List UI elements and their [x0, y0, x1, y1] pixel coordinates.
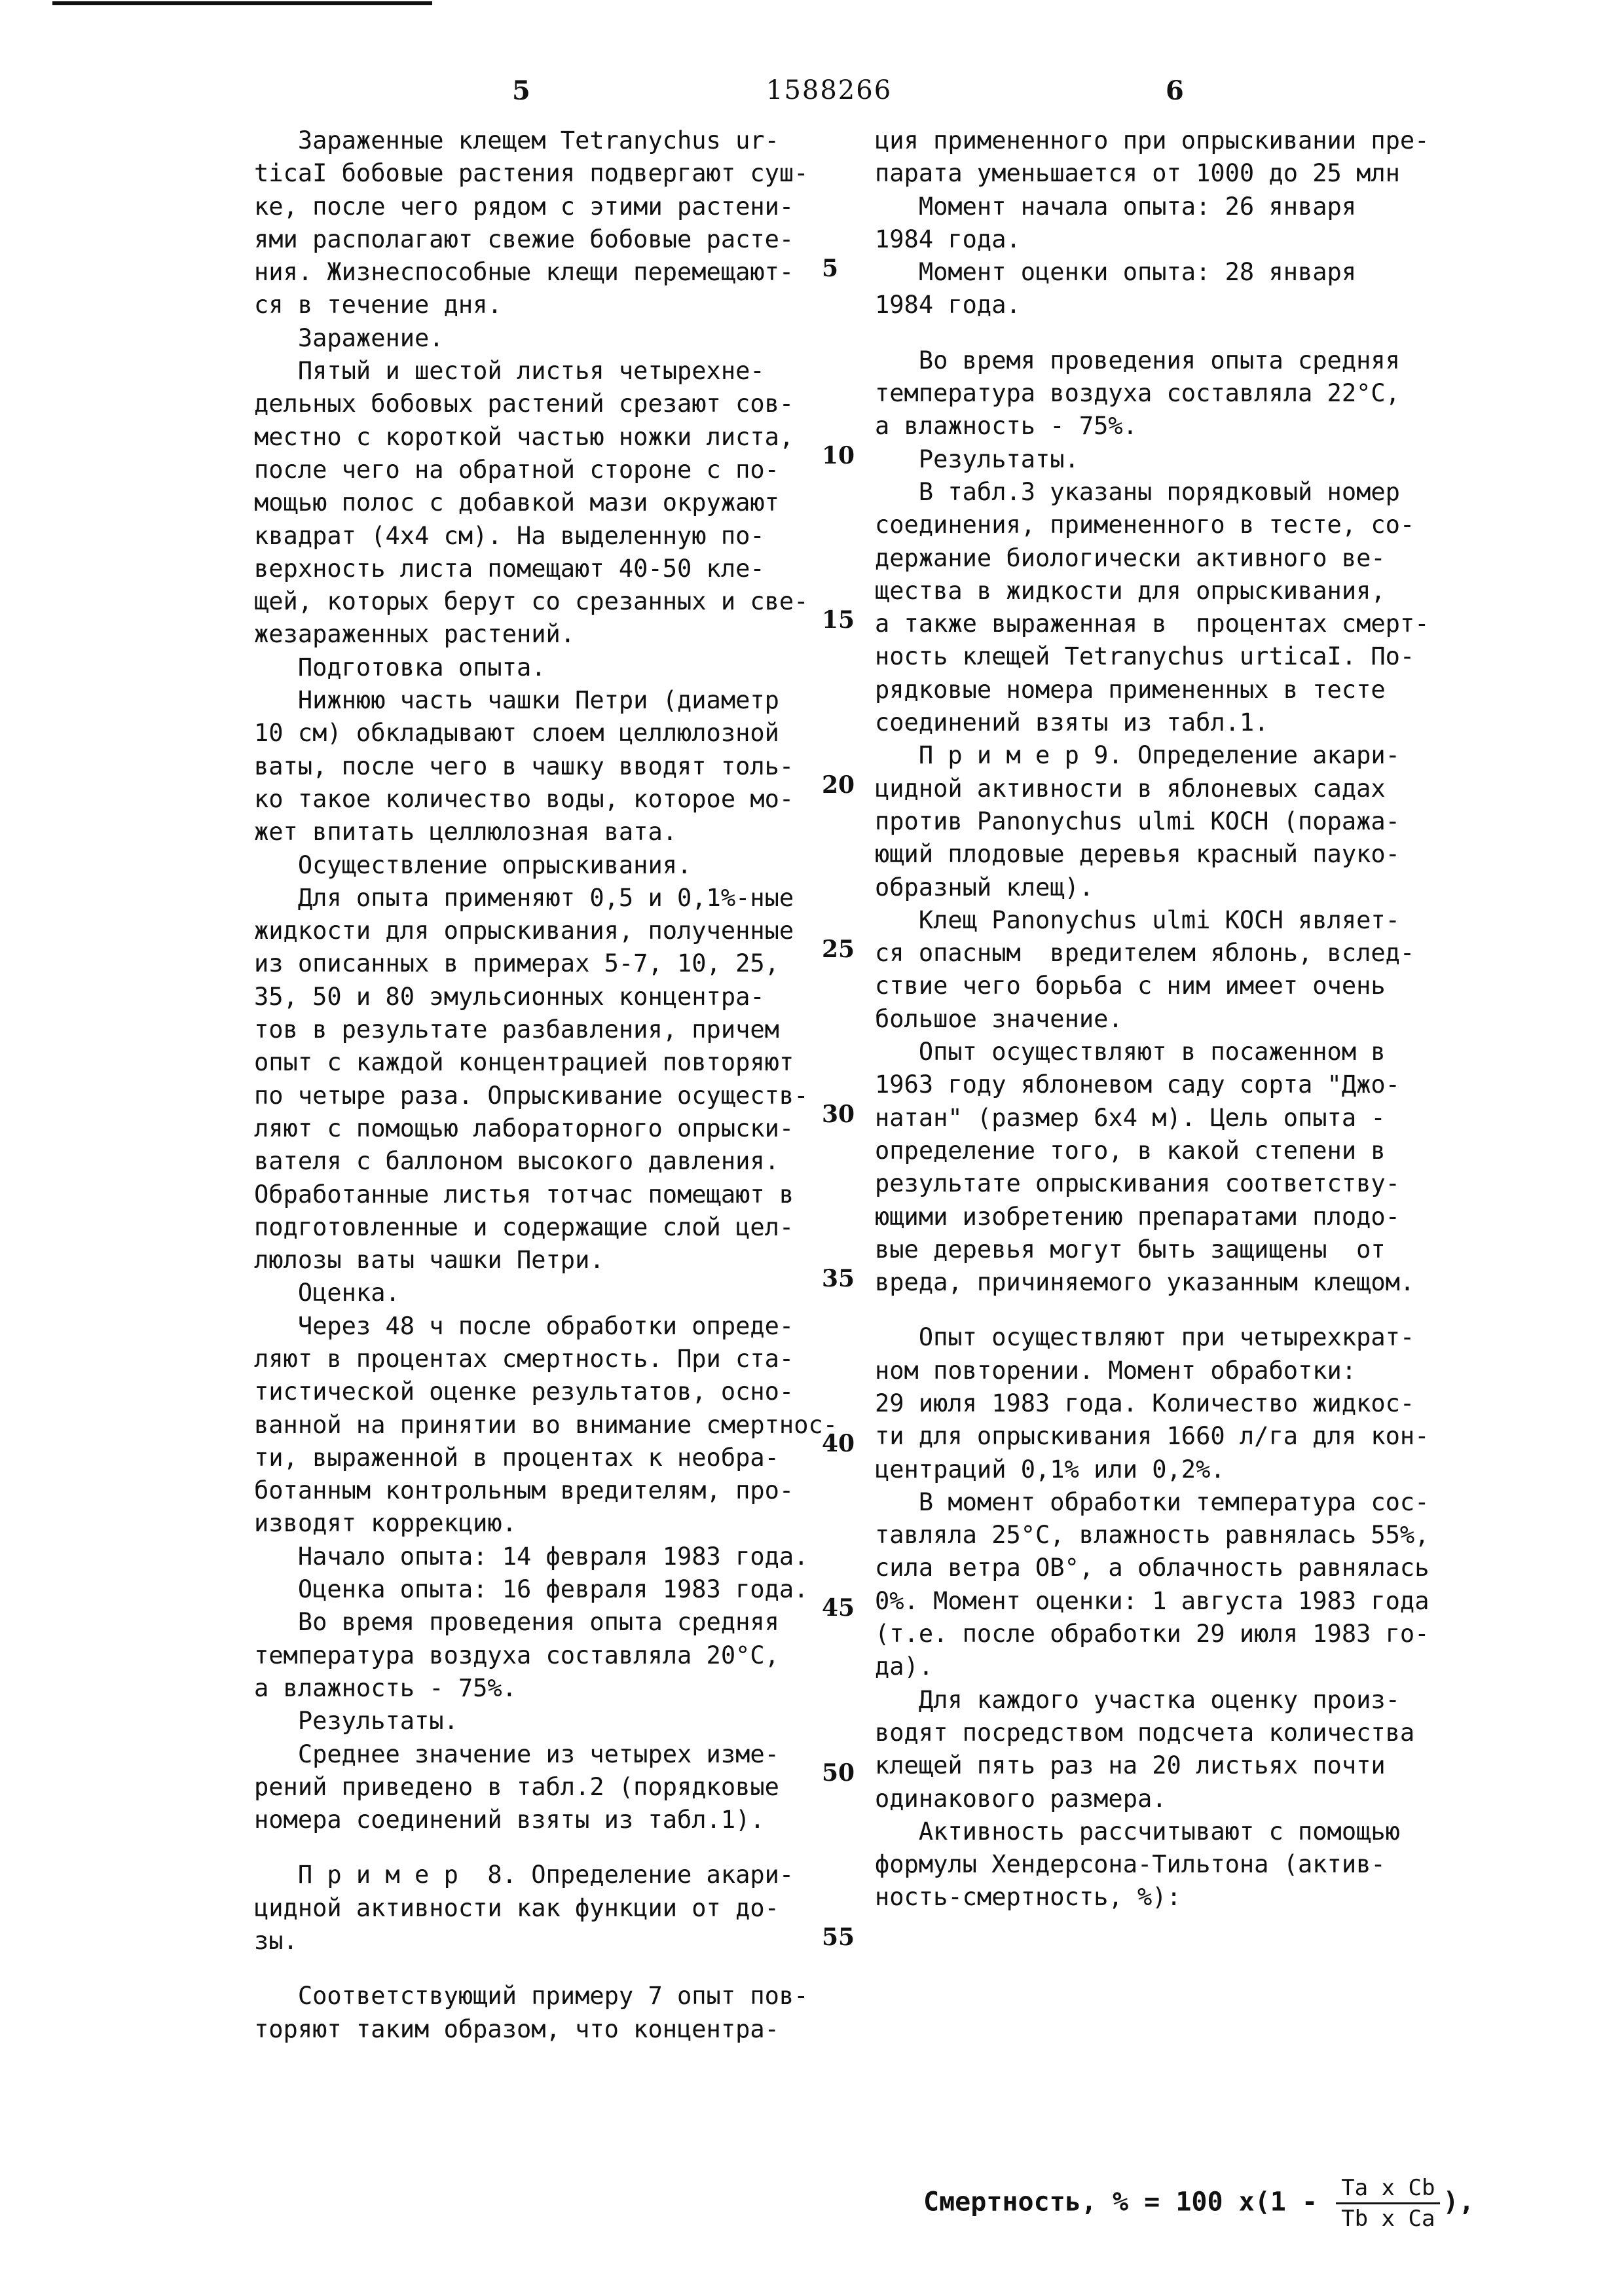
right-column-line: 1984 года. [875, 225, 1021, 253]
right-column-line: держание биологически активного ве- [875, 543, 1386, 572]
formula-numerator: Ta х Cb [1336, 2174, 1440, 2204]
right-column-line: П р и м е р 9. Определение акари- [875, 741, 1400, 770]
left-column-line: ко такое количество воды, которое мо- [254, 784, 794, 813]
margin-line-number: 30 [822, 1100, 855, 1128]
right-column-line: Результаты. [875, 445, 1079, 473]
right-column-line: вые деревья могут быть защищены от [875, 1235, 1386, 1264]
margin-line-number: 55 [822, 1923, 855, 1952]
left-column-line: из описанных в примерах 5-7, 10, 25, [254, 949, 779, 978]
left-column-line: Нижнюю часть чашки Петри (диаметр [254, 686, 779, 715]
left-column-line: ticaI бобовые растения подвергают суш- [254, 159, 809, 188]
left-column-line: Через 48 ч после обработки опреде- [254, 1311, 794, 1340]
left-column-line: Для опыта применяют 0,5 и 0,1%-ные [254, 883, 794, 912]
right-column-line: 0%. Момент оценки: 1 августа 1983 года [875, 1586, 1430, 1615]
right-column-line: водят посредством подсчета количества [875, 1718, 1415, 1747]
page-number-left: 5 [512, 75, 530, 106]
right-column-line: вреда, причиняемого указанным клещом. [875, 1268, 1415, 1297]
right-column-line: цидной активности в яблоневых садах [875, 774, 1386, 803]
left-column-line: жезараженных растений. [254, 620, 576, 649]
margin-line-number: 40 [822, 1429, 855, 1457]
right-column-line: тавляла 25°С, влажность равнялась 55%, [875, 1521, 1430, 1550]
right-column-line: (т.е. после обработки 29 июля 1983 го- [875, 1620, 1430, 1649]
left-column-line: дельных бобовых растений срезают сов- [254, 390, 794, 418]
left-column-line: мощью полос с добавкой мази окружают [254, 488, 779, 517]
left-column-line [254, 1836, 922, 1859]
margin-line-number: 35 [822, 1265, 855, 1293]
left-column-line: ляют в процентах смертность. При ста- [254, 1344, 794, 1373]
left-column-line: квадрат (4х4 см). На выделенную по- [254, 521, 765, 550]
margin-line-number: 20 [822, 771, 855, 799]
left-column-line: торяют таким образом, что концентра- [254, 2014, 779, 2043]
formula-fraction [1336, 2174, 1440, 2233]
right-column-line: да). [875, 1652, 934, 1681]
henderson-tilton-formula [923, 2174, 1475, 2233]
right-column-line: ся опасным вредителем яблонь, вслед- [875, 939, 1415, 968]
right-text-column [875, 124, 1543, 1914]
left-column-line: ния. Жизнеспособные клещи перемещают- [254, 258, 794, 287]
top-rule [52, 1, 432, 5]
left-column-line: жет впитать целлюлозная вата. [254, 818, 678, 847]
right-column-line: а влажность - 75%. [875, 412, 1137, 441]
margin-line-number: 50 [822, 1758, 855, 1787]
formula-left: Смертность, % = 100 х(1 - [923, 2187, 1334, 2217]
right-column-line [875, 1299, 1543, 1321]
left-column-line: рений приведено в табл.2 (порядковые [254, 1772, 779, 1801]
left-column-line: Соответствующий примеру 7 опыт пов- [254, 1982, 809, 2011]
right-column-line: щества в жидкости для опрыскивания, [875, 576, 1386, 605]
left-column-line: Зараженные клещем Tetranychus ur- [254, 126, 779, 155]
right-column-line: сила ветра ОВ°, а облачность равнялась [875, 1554, 1430, 1582]
left-column-line: Пятый и шестой листья четырехне- [254, 357, 765, 386]
margin-line-number: 25 [822, 936, 855, 964]
left-column-line: 10 см) обкладывают слоем целлюлозной [254, 719, 779, 748]
right-column-line: Опыт осуществляют при четырехкрат- [875, 1323, 1415, 1352]
left-column-line: люлозы ваты чашки Петри. [254, 1246, 604, 1275]
left-column-line: зы. [254, 1927, 298, 1956]
right-column-line: ти для опрыскивания 1660 л/га для кон- [875, 1422, 1430, 1451]
left-column-line: изводят коррекцию. [254, 1509, 517, 1538]
right-column-line: формулы Хендерсона-Тильтона (актив- [875, 1850, 1386, 1879]
formula-denominator: Tb х Ca [1341, 2206, 1435, 2232]
left-column-line: Оценка опыта: 16 февраля 1983 года. [254, 1575, 809, 1604]
right-column-line: 29 июля 1983 года. Количество жидкос- [875, 1389, 1415, 1417]
right-column-line: результате опрыскивания соответству- [875, 1169, 1400, 1198]
left-column-line: подготовленные и содержащие слой цел- [254, 1212, 794, 1241]
left-column-line: Обработанные листья тотчас помещают в [254, 1180, 794, 1209]
left-column-line: номера соединений взяты из табл.1). [254, 1806, 765, 1834]
right-column-line: большое значение. [875, 1004, 1123, 1033]
left-column-line: а влажность - 75%. [254, 1673, 517, 1702]
left-text-column [254, 124, 922, 2046]
left-column-line: опыт с каждой концентрацией повторяют [254, 1048, 794, 1077]
right-column-line: натан" (размер 6х4 м). Цель опыта - [875, 1103, 1386, 1132]
left-column-line: Во время проведения опыта средняя [254, 1608, 779, 1637]
right-column-line: ном повторении. Момент обработки: [875, 1356, 1357, 1385]
right-column-line: ность-смертность, %): [875, 1883, 1181, 1912]
right-column-line: Момент оценки опыта: 28 января [875, 258, 1357, 287]
right-column-line: ющий плодовые деревья красный пауко- [875, 840, 1400, 869]
left-column-line: жидкости для опрыскивания, полученные [254, 917, 794, 945]
right-column-line: Активность рассчитывают с помощью [875, 1817, 1400, 1846]
left-column-line: ями располагают свежие бобовые расте- [254, 225, 794, 253]
left-column-line: ваты, после чего в чашку вводят толь- [254, 752, 794, 780]
left-column-line: цидной активности как функции от до- [254, 1893, 779, 1922]
right-column-line: образный клещ). [875, 873, 1094, 902]
left-column-line: после чего на обратной стороне с по- [254, 455, 779, 484]
left-column-line: Оценка. [254, 1279, 400, 1307]
margin-line-number: 10 [822, 441, 855, 469]
left-column-line: Подготовка опыта. [254, 653, 546, 682]
left-column-line: вателя с баллоном высокого давления. [254, 1147, 779, 1176]
left-column-line: Заражение. [254, 323, 444, 352]
formula-right: ), [1443, 2187, 1475, 2217]
right-column-line: 1963 году яблоневом саду сорта "Джо- [875, 1070, 1400, 1099]
right-column-line: центраций 0,1% или 0,2%. [875, 1455, 1225, 1484]
left-column-line: щей, которых берут со срезанных и све- [254, 587, 809, 616]
right-column-line: Момент начала опыта: 26 января [875, 192, 1357, 221]
right-column-line: парата уменьшается от 1000 до 25 млн [875, 159, 1400, 188]
margin-line-number: 45 [822, 1594, 855, 1622]
left-column-line: верхность листа помещают 40-50 кле- [254, 554, 765, 583]
left-column-line [254, 1958, 922, 1980]
right-column-line: клещей пять раз на 20 листьях почти [875, 1751, 1386, 1780]
page-number-right: 6 [1166, 75, 1184, 106]
patent-number: 1588266 [766, 75, 893, 105]
left-column-line: ляют с помощью лабораторного опрыски- [254, 1114, 794, 1142]
margin-line-number: 15 [822, 606, 855, 634]
left-column-line: Результаты. [254, 1707, 458, 1736]
right-column-line: 1984 года. [875, 291, 1021, 319]
right-column-line: температура воздуха составляла 22°С, [875, 379, 1400, 408]
right-column-line: В момент обработки температура сос- [875, 1487, 1430, 1516]
right-column-line: рядковые номера примененных в тесте [875, 675, 1386, 704]
right-column-line: соединений взяты из табл.1. [875, 708, 1269, 737]
left-column-line: ке, после чего рядом с этими растени- [254, 192, 794, 221]
right-column-line: ющими изобретению препаратами плодо- [875, 1202, 1400, 1231]
left-column-line: ти, выраженной в процентах к необра- [254, 1443, 779, 1472]
right-column-line: против Panonychus ulmi KOCH (поража- [875, 807, 1400, 835]
right-column-line: соединения, примененного в тесте, со- [875, 511, 1415, 539]
left-column-line: 35, 50 и 80 эмульсионных концентра- [254, 982, 765, 1011]
right-column-line: Во время проведения опыта средняя [875, 346, 1400, 374]
left-column-line: Среднее значение из четырех изме- [254, 1740, 779, 1768]
right-column-line: Для каждого участка оценку произ- [875, 1685, 1400, 1714]
left-column-line: Начало опыта: 14 февраля 1983 года. [254, 1542, 809, 1571]
right-column-line: В табл.3 указаны порядковый номер [875, 477, 1400, 506]
left-column-line: местно с короткой частью ножки листа, [254, 422, 794, 451]
right-column-line [875, 322, 1543, 344]
right-column-line: Опыт осуществляют в посаженном в [875, 1038, 1386, 1066]
left-column-line: П р и м е р 8. Определение акари- [254, 1861, 794, 1889]
left-column-line: температура воздуха составляла 20°С, [254, 1641, 779, 1669]
left-column-line: Осуществление опрыскивания. [254, 850, 692, 879]
right-column-line: одинакового размера. [875, 1784, 1167, 1813]
left-column-line: ботанным контрольным вредителям, про- [254, 1476, 794, 1505]
right-column-line: ность клещей Tetranychus urticaI. По- [875, 642, 1415, 671]
left-column-line: ванной на принятии во внимание смертнос- [254, 1410, 838, 1439]
right-column-line: Клещ Panonychus ulmi KOCH являет- [875, 905, 1400, 934]
left-column-line: тистической оценке результатов, осно- [254, 1377, 794, 1406]
right-column-line: а также выраженная в процентах смерт- [875, 610, 1430, 638]
right-column-line: ция примененного при опрыскивании пре- [875, 126, 1430, 155]
right-column-line: определение того, в какой степени в [875, 1136, 1386, 1165]
left-column-line: тов в результате разбавления, причем [254, 1015, 779, 1044]
right-column-line: ствие чего борьба с ним имеет очень [875, 972, 1386, 1000]
left-column-line: ся в течение дня. [254, 291, 502, 319]
margin-line-number: 5 [822, 255, 839, 283]
left-column-line: по четыре раза. Опрыскивание осуществ- [254, 1081, 809, 1110]
